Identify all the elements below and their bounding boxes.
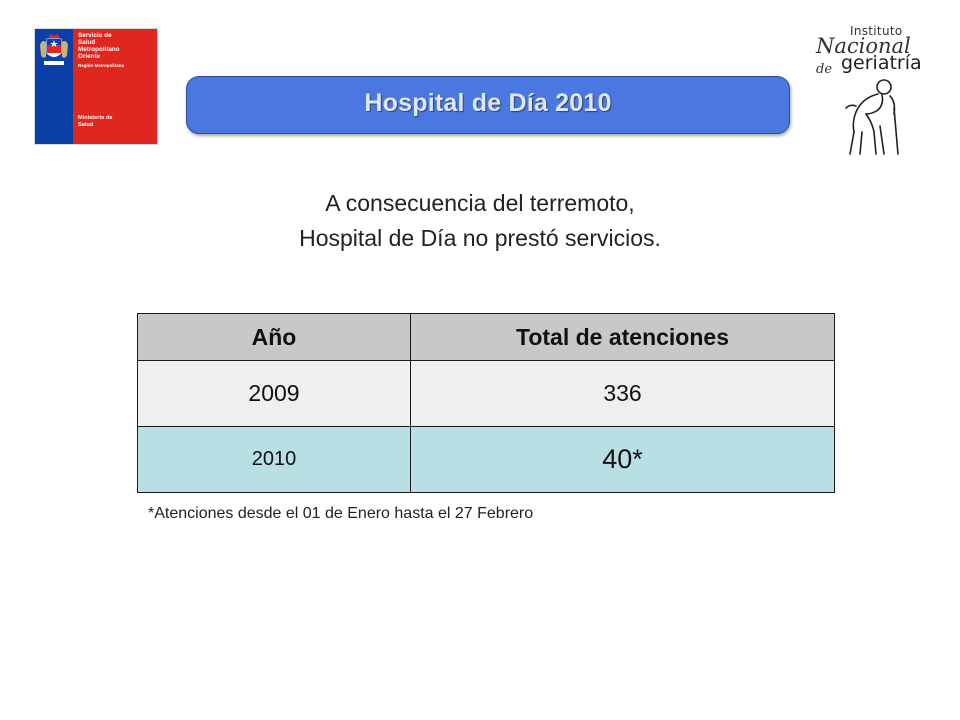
logo-red-band (73, 29, 157, 144)
table-cell-year: 2009 (138, 361, 411, 427)
instituto-geriatria-logo (814, 22, 932, 160)
attendance-table (137, 313, 835, 493)
table-row (138, 427, 835, 493)
table-cell-total: 336 (411, 361, 835, 427)
logo-org-name: Servicio de Salud Metropolitano Oriente (78, 32, 120, 60)
subtitle-line-1: A consecuencia del terremoto, (325, 190, 635, 216)
table-cell-total: 40* (411, 427, 835, 493)
footnote: *Atenciones desde el 01 de Enero hasta el 27 Febrero (148, 505, 534, 522)
elderly-person-with-cane-icon (832, 78, 914, 158)
table-header-total: Total de atenciones (411, 314, 835, 361)
logo-geriatria-text: geriatría (841, 52, 922, 74)
logo-ministry: Ministerio de Salud (78, 115, 113, 128)
logo-region: Región Metropolitana (78, 63, 124, 68)
chile-coat-of-arms-icon (37, 33, 71, 71)
table-header-row (138, 314, 835, 361)
subtitle (0, 186, 960, 256)
table-row (138, 361, 835, 427)
logo-de-text: de (816, 62, 833, 77)
table-cell-year: 2010 (138, 427, 411, 493)
page-title: Hospital de Día 2010 (364, 88, 612, 117)
logo-nacional-text: Nacional (816, 34, 911, 58)
logo-instituto-text: Instituto (850, 24, 903, 38)
servicio-salud-logo (34, 28, 158, 145)
subtitle-line-2: Hospital de Día no prestó servicios. (299, 225, 661, 251)
logo-blue-band (35, 29, 73, 144)
title-banner (186, 76, 790, 134)
table-header-year: Año (138, 314, 411, 361)
